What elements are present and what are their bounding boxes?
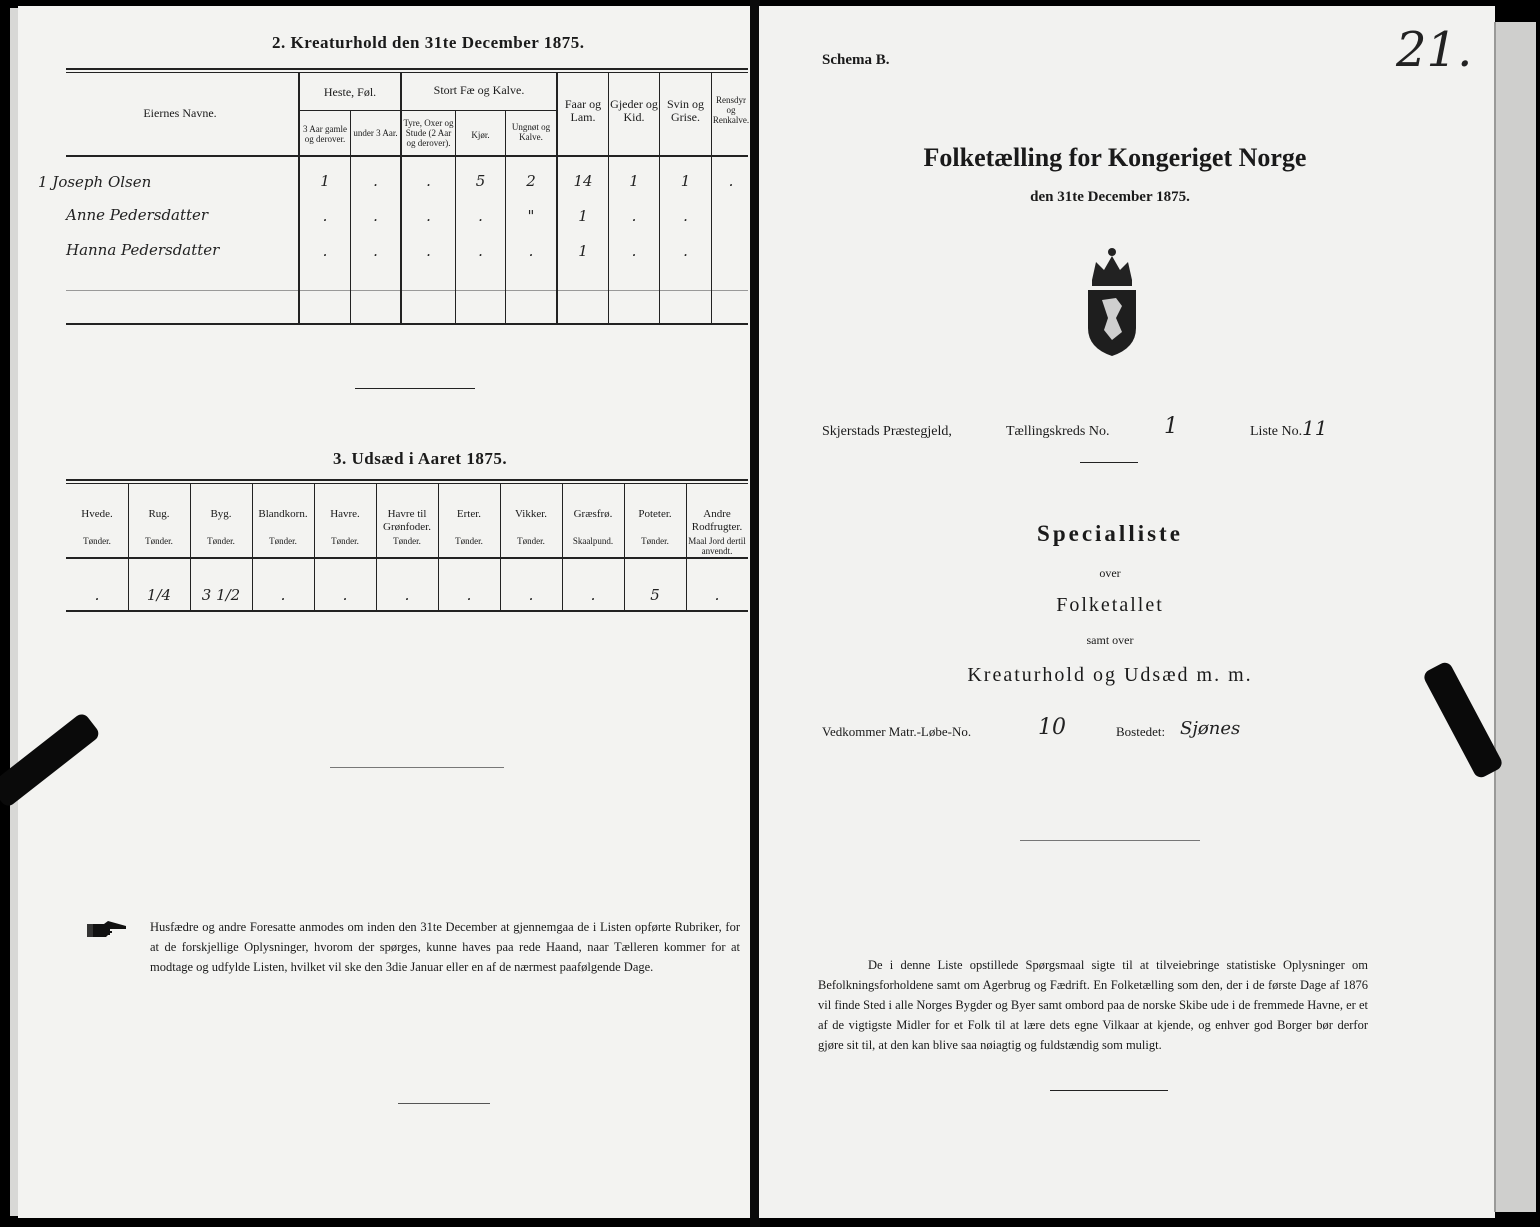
date-line: den 31te December 1875. — [1030, 189, 1190, 205]
seed-value-cell: . — [528, 586, 534, 604]
col-header-faar: Faar og Lam. — [564, 97, 602, 124]
table-top-rule-thin — [66, 72, 748, 73]
seed-value-cell: 5 — [650, 586, 660, 604]
livestock-cell: " — [527, 207, 535, 225]
section-divider-3 — [398, 1103, 490, 1104]
seed-header-rule — [66, 557, 748, 559]
liste-label: Liste No. — [1250, 424, 1303, 439]
row-rule — [66, 290, 748, 291]
seed-value-cell: . — [714, 586, 720, 604]
owner-name-row-3: Hanna Pedersdatter — [66, 241, 220, 259]
section3-title: 3. Udsæd i Aaret 1875. — [333, 449, 508, 468]
seed-col-header: Andre Rodfrugter. — [691, 508, 743, 533]
specialliste-title: Specialliste — [1037, 521, 1183, 546]
norway-coat-of-arms-icon — [1082, 240, 1142, 365]
livestock-cell: . — [322, 207, 328, 225]
col-divider-3 — [400, 72, 402, 324]
seed-col-header: Hvede. — [81, 508, 113, 520]
matr-label: Vedkommer Matr.-Løbe-No. — [822, 724, 972, 739]
owner-name-row-2: Anne Pedersdatter — [66, 206, 209, 224]
owner-name-row-1: 1 Joseph Olsen — [38, 173, 152, 191]
right-page-edge — [1494, 22, 1536, 1212]
right-divider-2 — [1020, 840, 1200, 841]
col-header-owner: Eiernes Navne. — [143, 106, 217, 120]
seed-col-unit: Tønder. — [207, 536, 235, 546]
col-header-rensdyr: Rensdyr og Renkalve. — [712, 95, 750, 125]
main-title: Folketælling for Kongeriget Norge — [923, 143, 1307, 172]
seed-table-top-rule-thin — [66, 483, 748, 484]
seed-col-unit: Tønder. — [83, 536, 111, 546]
seed-value-cell: . — [466, 586, 472, 604]
section2-title: 2. Kreaturhold den 31te December 1875. — [272, 33, 585, 52]
livestock-cell: 14 — [573, 172, 593, 190]
folketallet-title: Folketallet — [1056, 594, 1164, 616]
livestock-cell: . — [478, 207, 483, 225]
livestock-cell: . — [426, 242, 431, 260]
seed-value-cell: . — [404, 586, 410, 604]
livestock-cell: . — [631, 207, 637, 225]
col-header-svin: Svin og Grise. — [666, 97, 704, 124]
livestock-cell: 1 — [578, 207, 588, 225]
livestock-cell: . — [373, 172, 378, 190]
seed-value-cell: 1/4 — [146, 586, 172, 604]
bosted-value: Sjønes — [1180, 718, 1241, 739]
table-header-rule — [66, 155, 748, 157]
seed-value-cell: . — [342, 586, 348, 604]
col-divider-1 — [298, 72, 300, 324]
seed-value-cell: . — [280, 586, 286, 604]
seed-value-cell: 3 1/2 — [201, 586, 241, 604]
info-paragraph: De i denne Liste opstillede Spørgsmaal sigte til at tilveiebringe statistiske Oplysninger om Befolkningsforholdene samt om Agerbrug og Fædrift. En Folketælling som den, der i de første Dage af 1876 vil finde Sted i alle Norges Bygder og Byer samt ombord paa de norske Skibe ude i de fremmede Havne, er et af de vigtigste Midler for et Folk til at lære dets egne Vilkaar at kjende, og enhver god Borger bør derfor gjøre sit til, at den kan blive saa nøiagtig og fuldstændig som muligt. — [818, 958, 1368, 1052]
kreds-value: 1 — [1164, 414, 1178, 439]
col-header-heste: Heste, Føl. — [323, 85, 377, 99]
livestock-cell: . — [322, 242, 328, 260]
pointing-hand-icon — [86, 918, 128, 945]
col-header-stort: Stort Fæ og Kalve. — [433, 83, 525, 97]
seed-col-header: Blandkorn. — [258, 508, 308, 520]
col-header-stort-c: Ungnøt og Kalve. — [511, 122, 551, 142]
livestock-cell: . — [728, 172, 734, 190]
seed-col-unit: Skaalpund. — [572, 536, 614, 546]
table-bottom-rule — [66, 323, 748, 325]
prestegjeld-label: Skjerstads Præstegjeld, — [822, 424, 952, 439]
col-header-heste-b: under 3 Aar. — [353, 128, 398, 138]
seed-bottom-rule — [66, 610, 748, 612]
livestock-cell: 5 — [475, 172, 486, 190]
table-top-rule — [66, 68, 748, 70]
notice-text: Husfædre og andre Foresatte anmodes om inden den 31te December at gjennemgaa de i Listen opførte Rubriker, for at de forskjellige Oplysninger, hvorom der spørges, kunne haves paa rede Haand, naar Tælleren kommer for at modtage og udfylde Listen, hvilket vil ske den 3die Januar eller en af de nærmest paafølgende Dage. — [150, 920, 740, 974]
livestock-cell: . — [426, 172, 431, 190]
livestock-cell: 2 — [526, 172, 536, 190]
livestock-cell: 1 — [680, 172, 691, 190]
right-divider-1 — [1080, 462, 1138, 463]
seed-col-unit: Tønder. — [641, 536, 669, 546]
col-header-gjeder: Gjeder og Kid. — [610, 97, 658, 124]
livestock-cell: 1 — [629, 172, 639, 190]
livestock-cell: . — [683, 207, 688, 225]
livestock-cell: 1 — [320, 172, 330, 190]
seed-col-unit: Tønder. — [145, 536, 173, 546]
seed-col-unit: Maal Jord dertil anvendt. — [688, 536, 746, 556]
col-header-stort-b: Kjør. — [471, 130, 490, 140]
seed-col-header: Havre til Grønfoder. — [383, 508, 431, 533]
seed-col-header: Havre. — [330, 508, 360, 520]
matr-value: 10 — [1038, 715, 1066, 740]
section-divider-2 — [330, 767, 504, 768]
seed-col-unit: Tønder. — [455, 536, 483, 546]
page-number: 21. — [1396, 22, 1473, 78]
livestock-cell: . — [478, 242, 483, 260]
seed-col-header: Erter. — [456, 508, 482, 520]
kreaturhold-title: Kreaturhold og Udsæd m. m. — [967, 664, 1253, 686]
kreds-label: Tællingskreds No. — [1006, 424, 1110, 439]
right-divider-3 — [1050, 1090, 1168, 1091]
livestock-cell: . — [683, 242, 688, 260]
section-divider-1 — [355, 388, 475, 389]
seed-col-unit: Tønder. — [393, 536, 421, 546]
seed-col-header: Poteter. — [638, 508, 672, 520]
seed-value-cell: . — [94, 586, 100, 604]
seed-col-header: Vikker. — [514, 508, 548, 520]
seed-col-unit: Tønder. — [269, 536, 297, 546]
seed-col-header: Rug. — [148, 508, 170, 520]
seed-value-cell: . — [590, 586, 596, 604]
seed-table-top-rule — [66, 479, 748, 481]
livestock-cell: 1 — [578, 242, 588, 260]
livestock-cell: . — [373, 207, 378, 225]
col-header-stort-a: Tyre, Oxer og Stude (2 Aar og derover). — [403, 118, 454, 148]
seed-col-header: Byg. — [210, 508, 232, 520]
livestock-cell: . — [631, 242, 637, 260]
seed-col-unit: Tønder. — [331, 536, 359, 546]
liste-value: 11 — [1302, 416, 1328, 440]
bosted-label: Bostedet: — [1116, 724, 1166, 739]
livestock-cell: . — [528, 242, 534, 260]
samt-over-label: samt over — [1086, 633, 1134, 647]
stort-sub-rule — [402, 110, 556, 111]
over-label-1: over — [1099, 566, 1121, 580]
col-header-heste-a: 3 Aar gamle og derover. — [303, 124, 347, 144]
livestock-cell: . — [373, 242, 378, 260]
seed-col-unit: Tønder. — [517, 536, 545, 546]
livestock-cell: . — [426, 207, 431, 225]
seed-col-header: Græsfrø. — [573, 508, 613, 520]
schema-label: Schema B. — [822, 52, 890, 68]
